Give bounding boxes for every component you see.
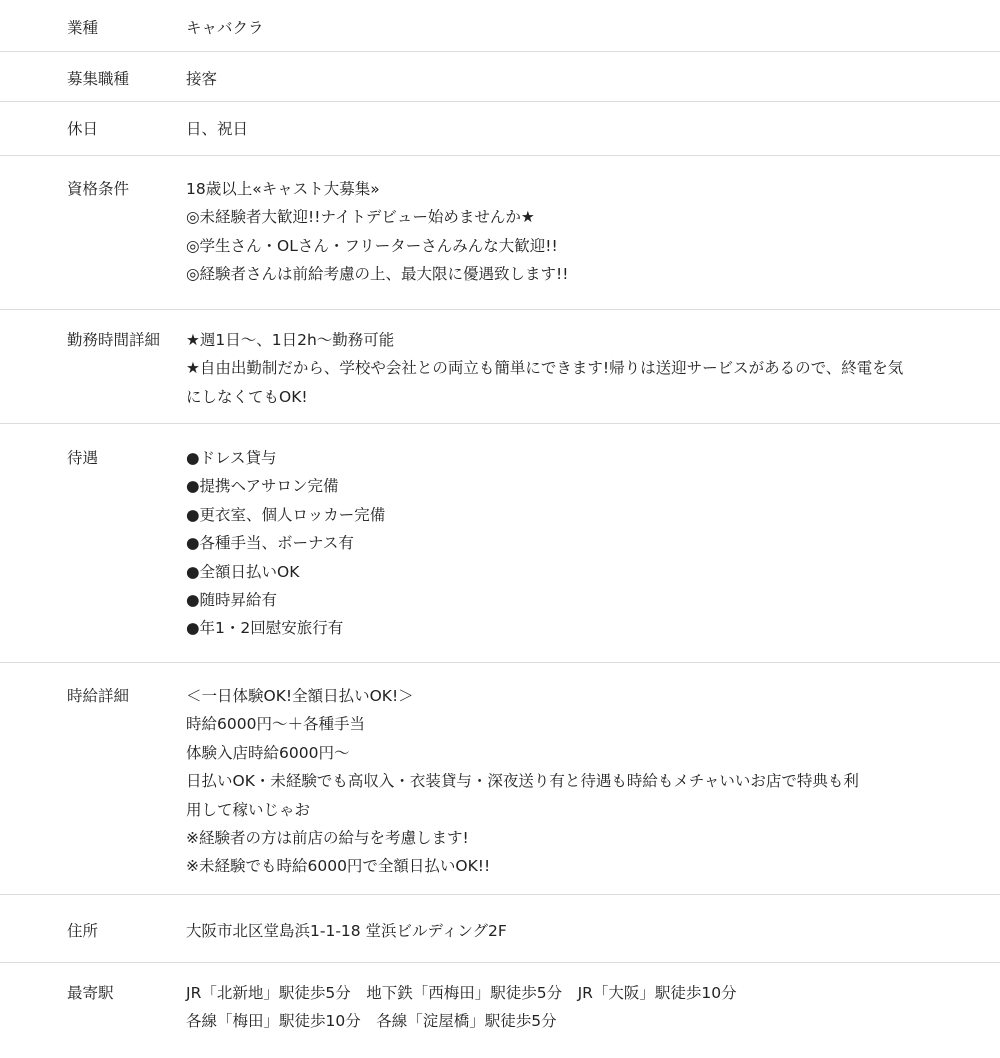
row-value (186, 682, 936, 881)
value-line: ＜一日体験OK!全額日払いOK!＞ (186, 687, 414, 705)
value-line: 接客 (186, 70, 218, 88)
value-line: ※経験者の方は前店の給与を考慮します! (186, 829, 469, 848)
row-value (186, 444, 936, 643)
value-line: ●更衣室、個人ロッカー完備 (186, 505, 386, 524)
value-line: JR「北新地」駅徒歩5分 地下鉄「西梅田」駅徒歩5分 JR「大阪」駅徒歩10分 (186, 984, 737, 1002)
row-address (0, 895, 1000, 963)
value-line: ●随時昇給有 (186, 591, 278, 610)
row-label: 住所 (67, 922, 99, 940)
value-line: 時給6000円〜＋各種手当 (186, 715, 365, 734)
value-line: ●全額日払いOK (186, 562, 300, 581)
value-line: 各線「梅田」駅徒歩10分 各線「淀屋橋」駅徒歩5分 (186, 1012, 557, 1031)
row-value (186, 14, 936, 42)
value-line: ◎未経験者大歓迎!!ナイトデビュー始めませんか★ (186, 208, 535, 227)
value-line: ●年1・2回慰安旅行有 (186, 619, 344, 638)
row-job-type (0, 52, 1000, 102)
row-hourly-wage (0, 663, 1000, 895)
row-qualifications (0, 156, 1000, 310)
row-work-hours (0, 310, 1000, 424)
value-line: 18歳以上«キャスト大募集» (186, 180, 380, 198)
row-label: 時給詳細 (67, 687, 130, 705)
value-line: ★自由出勤制だから、学校や会社との両立も簡単にできます!帰りは送迎サービスがあるので、終電を気 (186, 359, 904, 378)
row-value (186, 979, 936, 1036)
row-value (186, 65, 936, 93)
row-value (186, 326, 936, 411)
row-holidays (0, 102, 1000, 156)
value-line: ◎学生さん・OLさん・フリーターさんみんな大歓迎!! (186, 236, 558, 255)
row-label: 勤務時間詳細 (67, 331, 161, 349)
value-line: ●提携ヘアサロン完備 (186, 477, 339, 496)
row-label: 業種 (67, 19, 99, 37)
value-line: キャバクラ (186, 19, 264, 37)
row-label: 待遇 (67, 449, 99, 467)
row-benefits (0, 424, 1000, 663)
row-label: 休日 (67, 120, 99, 138)
value-line: 日、祝日 (186, 120, 249, 138)
row-industry (0, 0, 1000, 52)
value-line: 体験入店時給6000円〜 (186, 743, 350, 762)
row-value (186, 175, 936, 289)
value-line: 大阪市北区堂島浜1-1-18 堂浜ビルディング2F (186, 922, 507, 940)
row-label: 最寄駅 (67, 984, 114, 1002)
row-nearest-station (0, 963, 1000, 1058)
value-line: 用して稼いじゃお (186, 800, 311, 819)
row-value (186, 115, 936, 143)
value-line: ●ドレス貸与 (186, 449, 277, 467)
value-line: にしなくてもOK! (186, 387, 308, 406)
row-label: 募集職種 (67, 70, 130, 88)
value-line: ◎経験者さんは前給考慮の上、最大限に優遇致します!! (186, 265, 569, 284)
row-label: 資格条件 (67, 180, 130, 198)
value-line: ★週1日〜、1日2h〜勤務可能 (186, 331, 395, 349)
value-line: ※未経験でも時給6000円で全額日払いOK!! (186, 857, 491, 876)
value-line: 日払いOK・未経験でも高収入・衣装貸与・深夜送り有と待遇も時給もメチャいいお店で特典も利 (186, 772, 859, 791)
value-line: ●各種手当、ボーナス有 (186, 534, 354, 553)
row-value (186, 917, 936, 945)
